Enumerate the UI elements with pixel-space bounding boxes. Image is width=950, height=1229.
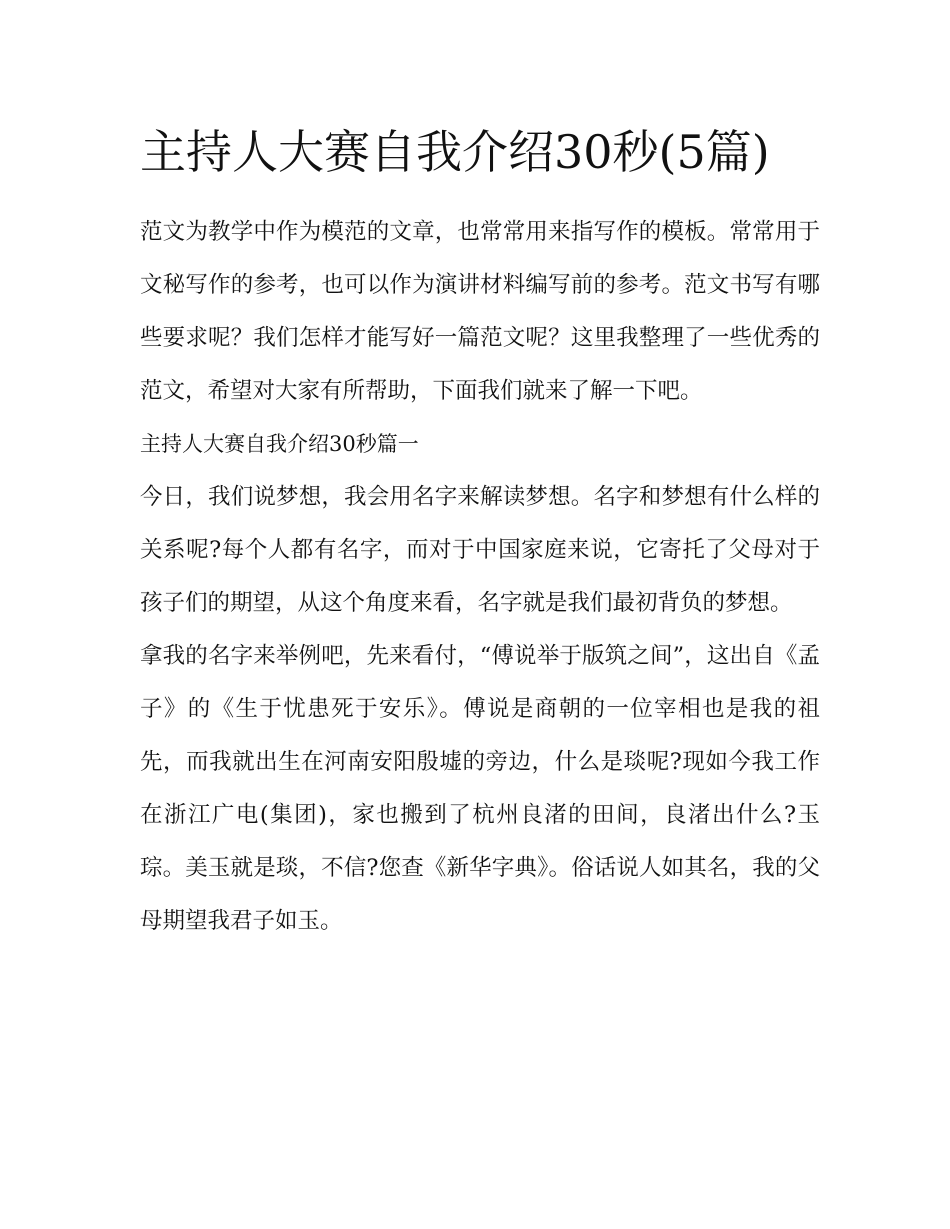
document-body	[140, 206, 820, 948]
section-heading: 主持人大赛自我介绍30秒篇一	[140, 432, 419, 456]
section-paragraph-2: 拿我的名字来举例吧，先来看付，“傅说举于版筑之间”，这出自《孟子》的《生于忧患死于安乐》。傅说是商朝的一位宰相也是我的祖先，而我就出生在河南安阳殷墟的旁边，什么是琰呢?现如今我工作在浙江广电(集团)，家也搬到了杭州良渚的田间，良渚出什么?玉琮。美玉就是琰，不信?您查《新华字典》。俗话说人如其名，我的父母期望我君子如玉。	[140, 643, 820, 934]
intro-paragraph: 范文为教学中作为模范的文章，也常常用来指写作的模板。常常用于文秘写作的参考，也可以作为演讲材料编写前的参考。范文书写有哪些要求呢？我们怎样才能写好一篇范文呢？这里我整理了一些优秀的范文，希望对大家有所帮助，下面我们就来了解一下吧。	[140, 219, 820, 404]
document-page	[140, 112, 820, 948]
section-paragraph-1: 今日，我们说梦想，我会用名字来解读梦想。名字和梦想有什么样的关系呢?每个人都有名字，而对于中国家庭来说，它寄托了父母对于孩子们的期望，从这个角度来看，名字就是我们最初背负的梦想。	[140, 484, 820, 616]
document-title: 主持人大赛自我介绍30秒(5篇)	[140, 125, 770, 179]
